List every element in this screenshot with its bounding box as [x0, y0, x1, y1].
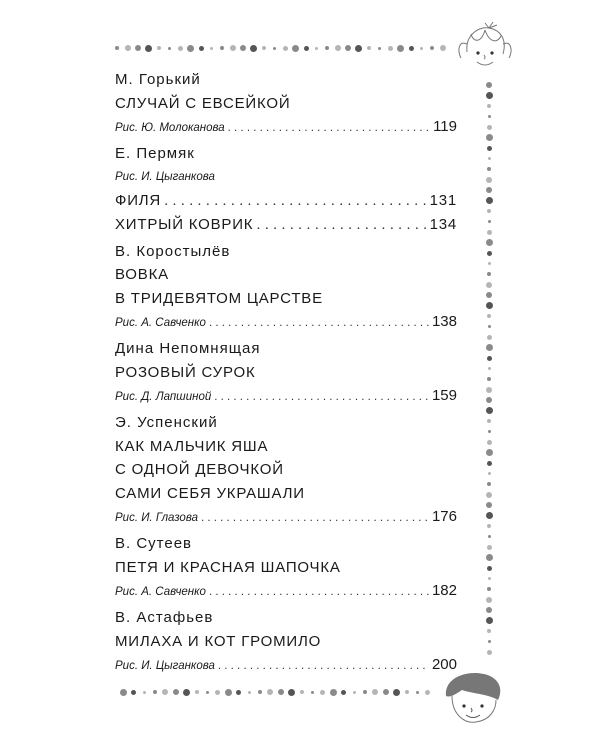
- border-dot: [487, 524, 491, 528]
- border-dot: [125, 45, 131, 51]
- border-dot: [487, 335, 492, 340]
- border-dot: [487, 104, 491, 108]
- border-dot: [486, 449, 493, 456]
- story-line[interactable]: [115, 213, 457, 237]
- border-dot: [486, 344, 493, 351]
- border-dot: [486, 387, 492, 393]
- table-of-contents: [115, 68, 457, 680]
- page-number: 159: [431, 387, 457, 404]
- border-dot: [183, 689, 190, 696]
- page-number: 138: [431, 313, 457, 330]
- border-dot: [157, 46, 161, 50]
- border-dot: [168, 47, 171, 50]
- border-dot: [230, 45, 236, 51]
- border-dot: [487, 146, 492, 151]
- border-dot: [178, 46, 183, 51]
- border-dot: [187, 45, 194, 52]
- illustrator-line[interactable]: [115, 115, 457, 139]
- border-dot: [367, 46, 371, 50]
- border-dot: [487, 230, 492, 235]
- border-dot: [486, 239, 493, 246]
- border-dot: [378, 47, 381, 50]
- border-dot: [425, 690, 430, 695]
- border-dot: [236, 690, 241, 695]
- page-number: 119: [433, 118, 457, 135]
- author: В. Коростылёв: [115, 242, 231, 260]
- border-dot: [488, 115, 491, 118]
- border-dot: [487, 209, 491, 213]
- border-dot: [486, 302, 493, 309]
- border-dot: [225, 689, 232, 696]
- border-dot: [487, 545, 492, 550]
- story-title: КАК МАЛЬЧИК ЯША: [115, 437, 269, 455]
- border-dot: [486, 282, 492, 288]
- border-dot: [273, 47, 276, 50]
- border-dot: [440, 45, 446, 51]
- dot-leader: [228, 117, 430, 141]
- border-dot: [397, 45, 404, 52]
- illustrator: Рис. А. Савченко: [115, 317, 206, 329]
- border-dot: [486, 177, 492, 183]
- border-dot: [486, 92, 493, 99]
- border-dot: [488, 535, 491, 538]
- border-dot: [486, 292, 492, 298]
- illustrator-line[interactable]: [115, 579, 457, 603]
- page-number: 200: [431, 656, 457, 673]
- border-dot: [335, 45, 341, 51]
- border-dot: [488, 157, 491, 160]
- border-dot: [330, 689, 337, 696]
- dot-leader: [201, 507, 429, 531]
- border-dot: [488, 472, 491, 475]
- border-dot: [430, 46, 434, 50]
- border-dot: [262, 46, 266, 50]
- border-dot: [292, 45, 299, 52]
- border-dot: [486, 134, 493, 141]
- border-dot: [250, 45, 257, 52]
- border-dot: [341, 690, 346, 695]
- border-dot: [131, 690, 136, 695]
- illustrator: Рис. И. Цыганкова: [115, 170, 215, 183]
- toc-entry-gorky: [115, 68, 457, 139]
- border-dot: [488, 325, 491, 328]
- border-dot: [267, 689, 273, 695]
- story-title: МИЛАХА И КОТ ГРОМИЛО: [115, 632, 322, 650]
- girl-face-icon: [455, 22, 515, 77]
- border-dot: [487, 629, 491, 633]
- illustrator: Рис. Ю. Молоканова: [115, 122, 225, 134]
- story-title: С ОДНОЙ ДЕВОЧКОЙ: [115, 461, 284, 478]
- border-dot: [487, 587, 491, 591]
- border-dot: [487, 419, 491, 423]
- border-dot: [115, 46, 119, 50]
- author: Дина Непомнящая: [115, 340, 261, 357]
- story-line[interactable]: [115, 189, 457, 213]
- dot-leader: [164, 189, 427, 213]
- border-dot: [486, 597, 492, 603]
- border-dot: [304, 46, 309, 51]
- dot-leader: [214, 386, 429, 410]
- border-dot: [487, 566, 492, 571]
- border-dot: [487, 482, 491, 486]
- border-dot: [487, 272, 491, 276]
- toc-entry-nepomnyashchaya: [115, 337, 457, 408]
- border-dot: [487, 314, 491, 318]
- page-number: 131: [429, 192, 457, 209]
- border-dot: [162, 689, 168, 695]
- border-dot: [486, 554, 493, 561]
- border-dot: [487, 377, 491, 381]
- toc-entry-uspensky: [115, 411, 457, 529]
- border-dot: [355, 45, 362, 52]
- illustrator: Рис. Д. Лапшиной: [115, 391, 212, 403]
- toc-entry-astafyev: [115, 606, 457, 677]
- border-dot: [486, 512, 493, 519]
- border-dot: [120, 689, 127, 696]
- border-dot: [488, 220, 491, 223]
- border-dot: [488, 367, 491, 370]
- border-dot: [393, 689, 400, 696]
- toc-entry-suteev: [115, 532, 457, 603]
- border-dot: [300, 690, 304, 694]
- border-dot: [486, 407, 493, 414]
- border-dot: [258, 690, 262, 694]
- story-title: РОЗОВЫЙ СУРОК: [115, 363, 256, 381]
- border-dot: [248, 691, 251, 694]
- border-dot: [487, 440, 492, 445]
- border-dot: [409, 46, 414, 51]
- border-dot: [206, 691, 209, 694]
- dot-leader: [256, 213, 426, 237]
- border-dot: [325, 46, 329, 50]
- border-dot: [487, 125, 492, 130]
- border-dot: [353, 691, 356, 694]
- page-number: 176: [431, 508, 457, 525]
- illustrator-line[interactable]: [115, 384, 457, 408]
- border-dot: [486, 492, 492, 498]
- border-dot: [488, 430, 491, 433]
- border-dot: [486, 187, 492, 193]
- border-dot: [210, 47, 213, 50]
- border-dot: [486, 502, 492, 508]
- border-dot: [220, 46, 224, 50]
- author: Е. Пермяк: [115, 145, 195, 162]
- border-dot: [135, 45, 141, 51]
- border-dot: [143, 691, 146, 694]
- border-dot: [383, 689, 389, 695]
- border-dot: [320, 690, 325, 695]
- border-dot: [372, 689, 378, 695]
- dot-leader: [209, 312, 429, 336]
- boy-face-icon: [438, 668, 508, 730]
- story-title: ПЕТЯ И КРАСНАЯ ШАПОЧКА: [115, 558, 341, 576]
- border-dot: [420, 47, 423, 50]
- author: В. Астафьев: [115, 609, 214, 626]
- dot-leader: [218, 655, 429, 679]
- dot-leader: [209, 581, 429, 605]
- border-dot: [145, 45, 152, 52]
- story-title: ВОВКА: [115, 266, 169, 283]
- border-dot: [363, 690, 367, 694]
- border-dot: [173, 689, 179, 695]
- border-dot: [278, 689, 284, 695]
- author: М. Горький: [115, 71, 201, 88]
- border-dot: [215, 690, 220, 695]
- illustrator-line[interactable]: [115, 505, 457, 529]
- border-dot: [345, 45, 351, 51]
- border-dot: [488, 262, 491, 265]
- story-title: СЛУЧАЙ С ЕВСЕЙКОЙ: [115, 94, 291, 112]
- illustrator: Рис. А. Савченко: [115, 586, 206, 598]
- border-dot: [486, 617, 493, 624]
- border-dot: [486, 82, 492, 88]
- illustrator: Рис. И. Глазова: [115, 512, 198, 524]
- border-dot: [311, 691, 314, 694]
- story-title: САМИ СЕБЯ УКРАШАЛИ: [115, 484, 305, 502]
- border-dot: [388, 46, 393, 51]
- author: В. Сутеев: [115, 535, 193, 552]
- border-dot: [240, 45, 246, 51]
- story-title: ХИТРЫЙ КОВРИК: [115, 215, 254, 233]
- illustrator: Рис. И. Цыганкова: [115, 660, 215, 672]
- border-dot: [488, 640, 491, 643]
- border-dot: [486, 607, 492, 613]
- border-dot: [195, 690, 199, 694]
- toc-entry-permyak: [115, 142, 457, 236]
- border-dot: [153, 690, 157, 694]
- border-dot: [487, 650, 492, 655]
- border-dot: [199, 46, 204, 51]
- border-dot: [416, 691, 419, 694]
- border-dot: [487, 251, 492, 256]
- border-dot: [283, 46, 288, 51]
- border-dot: [486, 397, 492, 403]
- border-dot: [315, 47, 318, 50]
- illustrator-line[interactable]: [115, 653, 457, 677]
- page-number: 134: [429, 215, 457, 233]
- story-title: В ТРИДЕВЯТОМ ЦАРСТВЕ: [115, 289, 323, 307]
- page-number: 182: [431, 582, 457, 599]
- border-dot: [488, 577, 491, 580]
- border-dot: [487, 356, 492, 361]
- border-dot: [487, 167, 491, 171]
- story-title: ФИЛЯ: [115, 192, 162, 209]
- border-dot: [288, 689, 295, 696]
- border-dot: [486, 197, 493, 204]
- illustrator-line[interactable]: [115, 310, 457, 334]
- toc-entry-korostylev: [115, 240, 457, 334]
- border-dot: [405, 690, 409, 694]
- author: Э. Успенский: [115, 414, 218, 431]
- border-dot: [487, 461, 492, 466]
